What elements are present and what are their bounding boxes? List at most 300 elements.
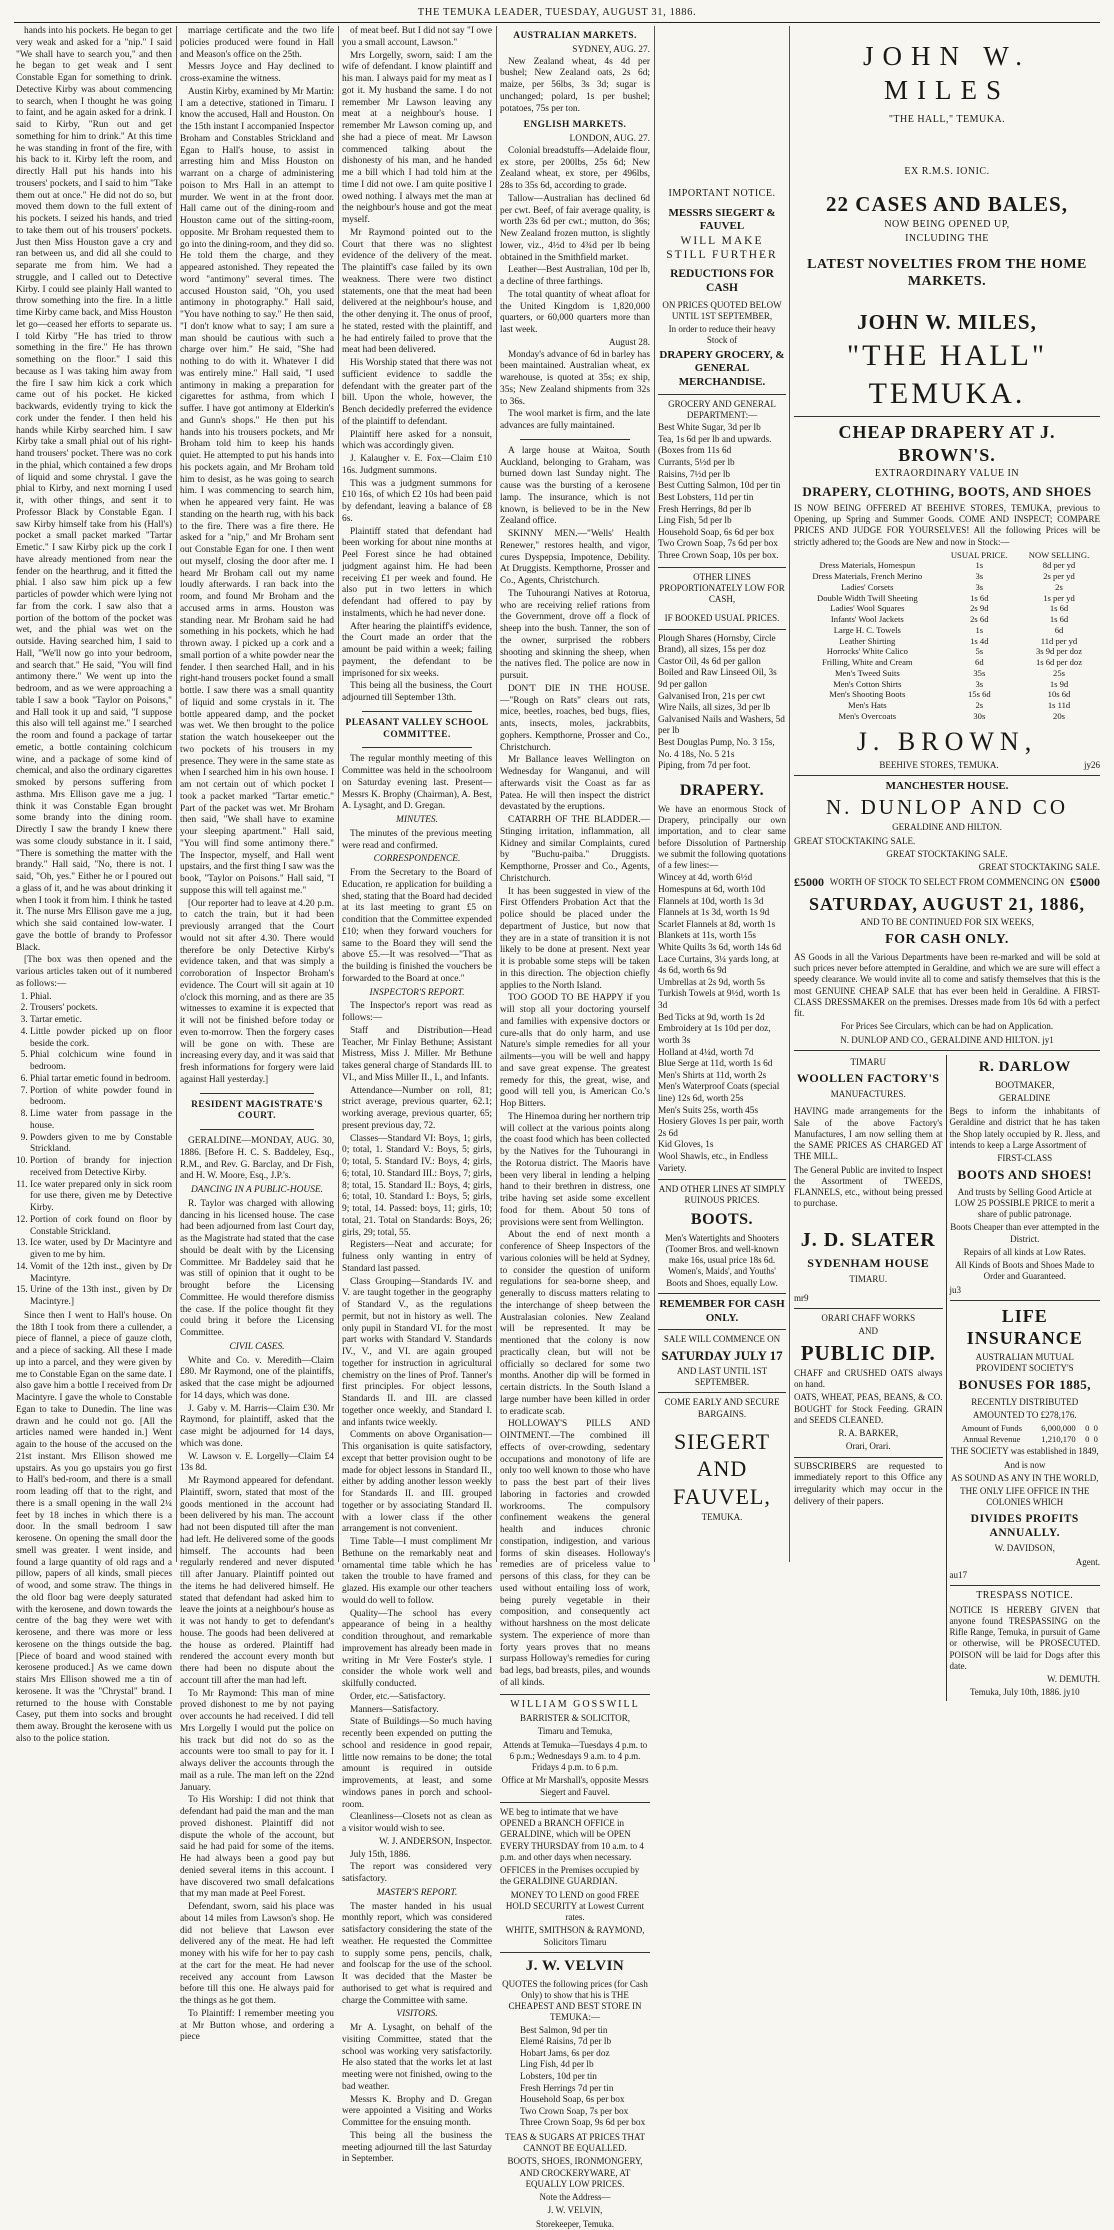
list-item: Best Douglas Pump, No. 3 15s, No. 4 18s, No. 5 21s bbox=[658, 738, 775, 760]
section-heading: PLEASANT VALLEY SCHOOL COMMITTEE. bbox=[345, 717, 489, 740]
two-column-ads bbox=[794, 1055, 1100, 1701]
velvin-ad bbox=[500, 1957, 650, 2230]
column-rule bbox=[496, 26, 497, 1562]
ad-line: Storekeeper, Temuka. bbox=[535, 2218, 615, 2229]
paragraph: The master handed in his usual monthly report, which was considered satisfactory considering the state of the weather. He requested the Committee to supply some pens, pencils, chalk, and foolscap for the use of the school. It was decided that the Master be authorised to get what is required and charge the Committee with same. bbox=[342, 1901, 492, 2006]
list-item: Ling Fish, 4d per lb bbox=[520, 2060, 594, 2071]
ad-line: AND bbox=[858, 1326, 878, 1337]
list-item: White Quilts 3s 6d, worth 14s 6d bbox=[658, 943, 782, 954]
paragraph: The Tuhourangi Natives at Rotorua, who are receiving relief rations from the Government, drove off a flock of sheep into the bush. Tanner, the son of the owner, surprised the robbers shooting and skinning the sheep, when the natives fled. The police are now in pursuit. bbox=[500, 588, 650, 681]
table-cell: 2s 9d bbox=[970, 603, 989, 614]
table-cell: 8d per yd bbox=[1042, 560, 1076, 571]
divider bbox=[658, 1392, 786, 1393]
ad-line: Men's Watertights and Shooters (Toomer Bros. and well-known make 16s, usual price 18s 6d. Women's, Maids', and Youths' Boots and Shoes, equally Low. bbox=[665, 1232, 779, 1288]
table-header-cell: NOW SELLING. bbox=[1028, 549, 1090, 560]
ad-line: WILL MAKE STILL FURTHER bbox=[666, 235, 778, 262]
ad-line: Office at Mr Marshall's, opposite Messrs Siegert and Fauvel. bbox=[501, 1775, 649, 1797]
table-row bbox=[794, 668, 1100, 679]
list-item: Holland at 4¼d, worth 7d bbox=[658, 1047, 754, 1058]
paragraph: Class Grouping—Standards IV. and V. are taught together in the geography of Standard V., as the regulations permit, but not in history as well. The only pupil in Standard VI. for the most part works with Standard V. Standards IV., V., and VI. are again grouped together for instruction in agricultural chemistry on the lines of Prof. Tanner's first principles. For object lessons, Standards II. and III. are classed together once weekly, and Standard I. and infants twice weekly. bbox=[342, 1276, 492, 1428]
list-item: Three Crown Soap, 9s 6d per box bbox=[520, 2118, 646, 2129]
paragraph: State of Buildings—So much having recently been expended on putting the school and residence in good repair, little now remains to be done; the total amount is required in outside improvements, at least, and some windows panes in porch and school-room. bbox=[342, 1717, 492, 1810]
table-cell: Large H. C. Towels bbox=[833, 624, 901, 635]
brown-ad bbox=[794, 421, 1100, 771]
table-header-cell bbox=[794, 550, 941, 561]
table-cell: 15s 6d bbox=[967, 689, 991, 700]
paragraph: Comments on above Organisation—This organisation is quite satisfactory, except that better provision ought to be made for object lessons in Standard II., either by adding another lesson weekly for Standards II. and III. grouped together or by associating Standard II. with a lower class if the other arrangement is not convenient. bbox=[342, 1430, 492, 1535]
ad-line: QUOTES the following prices (for Cash Only) to show that his is THE CHEAPEST AND BEST STORE IN TEMUKA:— bbox=[502, 1978, 648, 2023]
list-item: Galvanised Nails and Washers, 5d per lb bbox=[658, 714, 785, 737]
ad-line: SALE WILL COMMENCE ON bbox=[663, 1334, 781, 1345]
table-cell: Men's Cotton Shirts bbox=[833, 678, 902, 689]
ad-amount: £5000 bbox=[794, 875, 824, 890]
paragraph: W. Lawson v. E. Lorgelly—Claim £4 13s 8d. bbox=[180, 1451, 334, 1474]
ad-line: OTHER LINES PROPORTIONATELY LOW FOR CASH, bbox=[659, 571, 785, 605]
ad-line-text: WORTH OF STOCK TO SELECT FROM COMMENCING ON bbox=[829, 877, 1065, 888]
ad-line: AS SOUND AS ANY IN THE WORLD, bbox=[950, 1472, 1099, 1483]
ad-heading: REMEMBER FOR CASH ONLY. bbox=[659, 1297, 785, 1324]
paragraph: After hearing the plaintiff's evidence, the Court made an order that the amount be paid within a week; failing payment, the defendant to be imprisoned for six weeks. bbox=[342, 621, 492, 679]
ad-heading: J. D. SLATER bbox=[800, 1228, 936, 1251]
paragraph: GERALDINE—MONDAY, AUG. 30, 1886. [Before H. C. S. Baddeley, Esq., R.M., and Rev. G. Barclay, and Dr Fish, and H. W. Moore, Esq., J.P.'s. bbox=[180, 1136, 334, 1182]
ad-line: IF BOOKED USUAL PRICES. bbox=[664, 613, 780, 624]
ad-line: GREAT STOCKTAKING SALE. bbox=[794, 835, 916, 846]
ad-ref: jy10 bbox=[1063, 1687, 1080, 1698]
column-4 bbox=[500, 26, 650, 2229]
ad-line: We have an enormous Stock of Drapery, principally our own importation, and to clear same before Dissolution of Partnership we submit the following quotations of a few lines:— bbox=[658, 803, 786, 871]
paragraph: Plaintiff stated that defendant had been working for about nine months at Peel Forest since he had obtained judgment against him. He had been receiving £1 per week and found. He also put in two letters in which defendant had offered to pay by instalments, which he had never done. bbox=[342, 526, 492, 619]
paragraph: W. J. ANDERSON, Inspector. bbox=[379, 1836, 492, 1847]
table-cell: 5s bbox=[975, 646, 984, 657]
divider bbox=[658, 1293, 786, 1294]
ad-heading: 22 CASES AND BALES, bbox=[826, 191, 1068, 216]
divider bbox=[658, 567, 786, 568]
ad-line: Attends at Temuka—Tuesdays 4 p.m. to 6 p.m.; Wednesdays 9 a.m. to 4 p.m. Fridays 4 p.m. to 6 p.m. bbox=[502, 1739, 648, 1772]
funds-table bbox=[950, 1423, 1100, 1444]
list-item: Household Soap, 6s 6d per box bbox=[658, 527, 775, 538]
list-item: Wool Shawls, etc., in Endless Variety. bbox=[658, 1152, 769, 1174]
table-cell: 1s per yd bbox=[1043, 592, 1075, 603]
divider bbox=[950, 1585, 1100, 1586]
table-header-cell: USUAL PRICE. bbox=[950, 549, 1008, 560]
divider bbox=[658, 394, 786, 395]
paragraph: Mr Raymond appeared for defendant. Plaintiff, sworn, stated that most of the goods mentioned in the account had been delivered by his man. The account had not been disputed till after the man had left. He delivered some of the goods himself. The accounts had been regularly rendered and never disputed till after January. Plaintiff pointed out the items he had delivered himself. He stated that defendant had asked him to leave the joints at a neighbour's house as it was not handy to get to defendant's house. The goods had been delivered at the house as ordered. Plaintiff had rendered the account every month but there had been no dispute about the account till after the man had left. bbox=[180, 1476, 334, 1686]
ad-line: AND OTHER LINES AT SIMPLY RUINOUS PRICES. bbox=[658, 1184, 786, 1206]
ad-line: AS Goods in all the Various Departments have been re-marked and will be sold at such prices never before attempted in Geraldine, and which we are sure will effect a speedy clearance. We would invite all to come and satisfy themselves that this is the most GENUINE CHEAP SALE that has ever been held in Geraldine. A FIRST-CLASS DRESSMAKER on the premises. Dresses made from 10s 6d with a perfect fit. bbox=[794, 951, 1100, 1018]
ad-line: And trusts by Selling Good Article at LOW 25 POSSIBLE PRICE to merit a share of public patronage. bbox=[954, 1186, 1095, 1219]
paragraph: SKINNY MEN.—"Wells' Health Renewer," restores health, and vigor, cures Dyspepsia, Impotence, Debility. At Druggists. Kempthorne, Prosser and Co., Agents, Christchurch. bbox=[500, 529, 650, 586]
table-header bbox=[794, 550, 1100, 561]
table-row bbox=[794, 679, 1100, 690]
paragraph: HOLLOWAY'S PILLS AND OINTMENT.—The combined ill effects of over-crowding, sedentary occupations and monotony of life are only too well known to those who have to pass the best part of their lives laboring in factories and crowded workrooms. The compulsory confinement weakens the general health and induces chronic constipation, indigestion, and various forms of skin diseases. Holloway's remedies are of priceless value to persons of this class, for they can be used without entailing loss of work, being purely vegetable in their composition, and consequently act without harshness on the most delicate system. The experience of more than forty years proves that no means surpass Holloway's remedies for curing bad legs, bad breasts, piles, and wounds of all kinds. bbox=[500, 1419, 650, 1688]
ad-line: WE beg to intimate that we have OPENED a BRANCH OFFICE in GERALDINE, which will be OPEN EVERY THURSDAY from 10 a.m. to 4 p.m. and other days when necessary. bbox=[500, 1806, 644, 1862]
paragraph: Manners—Satisfactory. bbox=[350, 1704, 439, 1715]
column-rule bbox=[654, 26, 655, 1562]
ad-subcolumn-left bbox=[794, 1055, 947, 1701]
table-cell: 1s 6d bbox=[1049, 614, 1069, 625]
subheading: CORRESPONDENCE. bbox=[373, 854, 461, 865]
table-cell: Men's Hats bbox=[848, 700, 887, 711]
paragraph: Order, etc.—Satisfactory. bbox=[350, 1691, 446, 1702]
table-cell: 1s 11d bbox=[1047, 700, 1071, 711]
divider bbox=[520, 439, 630, 440]
subheading: MINUTES. bbox=[396, 815, 438, 825]
price-list bbox=[658, 873, 786, 1175]
ad-amount: £5000 bbox=[1070, 875, 1100, 890]
table-cell: 1,210,170 bbox=[1041, 1433, 1076, 1444]
divider bbox=[794, 775, 1100, 776]
paragraph: The total quantity of wheat afloat for the United Kingdom is 1,820,000 quarters, or 60,000 quarters more than last week. bbox=[500, 289, 650, 335]
table-row bbox=[794, 711, 1100, 722]
divider bbox=[658, 1329, 786, 1330]
paragraph: Since then I went to Hall's house. On the 18th I took from there a cullender, a piece of flannel, a piece of gauze cloth, and a piece of sacking. All these I made up into a parcel, and they were given by me to Constable Egan on the same date. I also gave him a bottle I received from Dr Macintyre. I gave the whole to Constable Egan to take to Dunedin. The line was drawn and he could not go. [All the articles named were handed in.] Went again to the house of the accused on the 21st instant. Mrs Ellison showed me upstairs. As you go upstairs you go first to Hall's bed-room, and there is a small room leading off that to the right, and there is a small opening in the wall 2¼ feet by 18 inches in which there is a door. In the small bedroom I saw kerosene. On opening the small door the smell was greater. I went inside, and found a large quantity of old rags and a pillow, papers of all kinds, small pieces of wood, and some straw. The things in the old floor bag were deeply saturated with the kerosene, and down towards the centre of the bag they were wet with kerosene, and there was more or less kerosene on the things outside the bag. [Piece of board and wood stained with kerosene produced.] As we came down stairs Mrs Ellison showed me a tin of kerosene. It was the "Chrystal" brand. I returned to the house with Constable Casey, put them into socks and brought them away. Brought the kerosene with us also to the police station. bbox=[16, 1310, 172, 1744]
divider bbox=[794, 416, 1100, 417]
branch-office-ad bbox=[500, 1807, 650, 1948]
price-table bbox=[794, 550, 1100, 722]
list-item: 11. Ice water prepared only in sick room for use there, given me by Detective Kirby. bbox=[30, 1180, 172, 1215]
list-item: Lobsters, 10d per tin bbox=[520, 2071, 597, 2082]
list-item: Bed Ticks at 9d, worth 1s 2d bbox=[658, 1012, 765, 1023]
woollen-ad bbox=[794, 1057, 943, 1304]
ad-line: GERALDINE bbox=[999, 1092, 1051, 1103]
ad-heading: SATURDAY JULY 17 bbox=[661, 1347, 783, 1363]
column-5 bbox=[658, 26, 786, 1562]
table-row bbox=[794, 603, 1100, 614]
table-cell: Men's Tweed Suits bbox=[834, 667, 900, 678]
section-heading: ENGLISH MARKETS. bbox=[523, 120, 627, 131]
table-row bbox=[794, 646, 1100, 657]
paragraph: DON'T DIE IN THE HOUSE.—"Rough on Rats" clears out rats, mice, beetles, roaches, bed bugs, flies, ants, insects, moles, jackrabbits, gophers. Kempthorne, Prosser and Co., Christchurch. bbox=[500, 683, 650, 753]
ad-heading: JOHN W. MILES, bbox=[857, 309, 1037, 334]
paragraph: J. Kalaugher v. E. Fox—Claim £10 16s. Judgment summons. bbox=[342, 454, 492, 476]
list-item: 9. Powders given to me by Constable Strickland. bbox=[30, 1133, 172, 1157]
table-row bbox=[950, 1423, 1100, 1434]
table-cell: Amount of Funds bbox=[961, 1423, 1023, 1433]
list-item: Wire Nails, all sizes, 3d per lb bbox=[658, 703, 771, 714]
ad-heading: LATEST NOVELTIES FROM THE HOME MARKETS. bbox=[807, 256, 1087, 290]
ad-line: "THE HALL," TEMUKA. bbox=[888, 113, 1006, 125]
table-cell: 0 bbox=[1093, 1433, 1098, 1444]
column-rule bbox=[789, 26, 790, 1562]
ad-line: COME EARLY AND SECURE BARGAINS. bbox=[664, 1397, 780, 1419]
list-item: 15. Urine of the 13th inst., given by Dr Macintyre.] bbox=[30, 1285, 172, 1309]
paragraph: Colonial breadstuffs—Adelaide flour, ex store, per 200lbs, 25s 6d; New Zealand wheat, ex store, per 496lbs, 28s to 35s 6d, according to grade. bbox=[500, 145, 650, 191]
ad-heading: MESSRS SIEGERT & FAUVEL bbox=[668, 206, 776, 233]
darlow-ad bbox=[950, 1058, 1100, 1296]
ad-heading: BONUSES FOR 1885, bbox=[958, 1377, 1091, 1393]
list-item: Best Cutting Salmon, 10d per tin bbox=[658, 481, 781, 492]
subheading: DANCING IN A PUBLIC-HOUSE. bbox=[191, 1185, 323, 1195]
list-item: Men's Waterproof Coats (special line) 12s 6d, worth 25s bbox=[658, 1082, 780, 1104]
divider bbox=[500, 1694, 650, 1695]
paragraph: To Plaintiff: I remember meeting you at Mr Button whose, and ordering a piece bbox=[180, 2008, 334, 2043]
paragraph: Staff and Distribution—Head Teacher, Mr Finlay Bethune; Assistant Mistress, Miss J. Miller. Mr Bethune takes general charge of Standards III. to VI., and Miss Miller II., I., and Infants. bbox=[342, 1025, 492, 1083]
table-cell: 2s bbox=[1055, 581, 1063, 592]
dunlop-ad bbox=[794, 780, 1100, 1046]
ad-line: All Kinds of Boots and Shoes Made to Order and Guaranteed. bbox=[955, 1260, 1095, 1282]
ad-date: Temuka, July 10th, 1886. bbox=[969, 1687, 1062, 1698]
subheading: CIVIL CASES. bbox=[229, 1341, 285, 1352]
paragraph: R. Taylor was charged with allowing dancing in his licensed house. The case had been adjourned from last Court day, as the Magistrate had stated that the case should be dealt with by the Licensing Committee. Mr Baddeley said that he was still of opinion that it ought to be brought before the Licensing Committee. He would therefore dismiss the case. If the police thought fit they could bring it before the Licensing Committee. bbox=[180, 1198, 334, 1338]
ad-ref: ju3 bbox=[949, 1284, 962, 1295]
table-cell: 2s 6d bbox=[970, 614, 989, 625]
table-cell: 6d bbox=[1054, 624, 1064, 635]
ad-line: MONEY TO LEND on good FREE HOLD SECURITY at Lowest Current rates. bbox=[505, 1889, 645, 1922]
list-item: 5. Phial colchicum wine found in bedroom. bbox=[30, 1050, 172, 1074]
ad-line: Begs to inform the inhabitants of Geraldine and district that he has taken the Shop lately occupied by R. Jless, and intends to keep a Large Assortment of bbox=[949, 1106, 1100, 1150]
table-cell: 0 bbox=[1093, 1423, 1098, 1433]
ad-line: GERALDINE AND HILTON. bbox=[892, 822, 1002, 833]
ad-line: GREAT STOCKTAKING SALE. bbox=[978, 862, 1100, 872]
table-cell: 0 bbox=[1085, 1423, 1090, 1433]
table-cell: Ladies' Corsets bbox=[841, 581, 894, 592]
list-item: Umbrellas at 2s 9d, worth 5s bbox=[658, 977, 765, 988]
ad-sign: N. DUNLOP AND CO., GERALDINE AND HILTON. bbox=[840, 1034, 1040, 1045]
paragraph: July 15th, 1886. bbox=[350, 1849, 411, 1860]
ad-heading: N. DUNLOP AND CO bbox=[825, 795, 1069, 819]
ad-line: TEMUKA. bbox=[701, 1512, 743, 1523]
ad-heading: PUBLIC DIP. bbox=[800, 1340, 936, 1365]
ad-line: BOOTMAKER, bbox=[995, 1079, 1055, 1090]
paragraph: Messrs Joyce and Hay declined to cross-examine the witness. bbox=[180, 62, 334, 84]
ad-line: INCLUDING THE bbox=[905, 233, 989, 245]
list-item: 8. Lime water from passage in the house. bbox=[30, 1109, 172, 1133]
paragraph: Registers—Neat and accurate; for fulness only wanting in entry of Standard last passed. bbox=[342, 1240, 492, 1274]
ad-line: IMPORTANT NOTICE. bbox=[668, 188, 776, 199]
ad-line: Agent. bbox=[1075, 1556, 1100, 1567]
section-heading: RESIDENT MAGISTRATE'S COURT. bbox=[191, 1099, 323, 1122]
exhibit-list bbox=[30, 992, 172, 1309]
list-item: Castor Oil, 4s 6d per gallon bbox=[658, 656, 761, 667]
paragraph: J. Gaby v. M. Harris—Claim £30. Mr Raymond, for plaintiff, asked that the case might be adjourned for 14 days, which was done. bbox=[180, 1403, 334, 1449]
ad-line bbox=[794, 875, 1100, 890]
list-item: 4. Little powder picked up on floor beside the cork. bbox=[30, 1027, 172, 1051]
table-cell: 1s bbox=[975, 560, 984, 571]
table-cell: 30s bbox=[973, 710, 986, 721]
list-item: 10. Portion of brandy for injection received from Detective Kirby. bbox=[30, 1156, 172, 1180]
ad-ref: jy26 bbox=[1083, 760, 1100, 770]
ad-ref: au17 bbox=[949, 1569, 968, 1580]
ad-line: AND LAST UNTIL 1ST SEPTEMBER. bbox=[676, 1365, 768, 1388]
ad-line: BARRISTER & SOLICITOR, bbox=[519, 1713, 631, 1723]
list-item: 1. Phial. bbox=[30, 992, 172, 1004]
ad-heading: DRAPERY GROCERY, & GENERAL MERCHANDISE. bbox=[659, 348, 785, 388]
list-item: Currants, 5½d per lb bbox=[658, 458, 735, 469]
paragraph: Mr Raymond pointed out to the Court that there was no slightest evidence of the delivery of the meat. The plaintiff's case failed by its own weakness. There were two distinct statements, one that the meat had been delivered at the neighbour's house, and the other denying it. The onus of proof, he stated, rested with the plaintiff, and he had entirely failed to prove that the meat had been delivered. bbox=[342, 227, 492, 356]
paragraph: Austin Kirby, examined by Mr Martin: I am a detective, stationed in Timaru. I know the accused, Hall and Houston. On the 15th instant I accompanied Inspector Broham and Constables Strickland and Egan to Hall's house, to assist in arresting him and Miss Houston on warrant on a charge of administering poison to Mrs Hall in an attempt to murder. We went in at the front door. Hall came out of the dining-room and Houston came out of the sitting-room, opposite. Mr Broham requested them to go into the dining-room, and they did so. He told them the charge, and they appeared astonished. They repeated the word "antimony" several times. The accused Houston said, "Oh, you used antimony in photography." Hall said, "You have nothing to say." He then said, "I don't know what to say; I am sure a man should be cautious with such a charge over him." He said, "She had nothing to do with it. Whatever I did was entirely mine." Hall said, "I used antimony in making a preparation for cigarettes for asthma, from which I suffer. I have got antimony at Elderkin's and Gunn's shops." He then put his hands into his trousers pockets, and Mr Broham told him to keep his hands quiet. He attempted to put his hands into his pockets again, and Mr Broham told him to desist, as he was going to search him. I was commencing to search him, when he appeared very faint. He was standing on the hearth rug, with his back to the fire. There was a fire there. He asked for a "nip," and Mr Broham sent out Constable Egan for one. I then went out myself, closing the door after me. I heard Mr Broham call out my name loudly afterwards. I ran back into the room, and found Mr Broham and the accused arms in arms. Houston was standing near. Mr Broham said he had something in his pockets, which he had thrown away. I picked up a cork and a small portion of a white powder near the fender. I then searched Hall, and in his right-hand trousers pocket found a small bottle. I saw there was a small quantity of liquid and some crystals in it. The bottle appeared damp, and the pocket was wet. We then brought to the police station the watch housekeeper out the two pockets of his trousers in my presence. They were in the same state as when I searched him in his own house. I am not certain out of which pocket I took a packet marked "Tartar emetic." Part of the packet was wet. Mr Broham then said, "We shall have to examine your sleeping apartment." Hall said, "You will find some antimony there." The Inspector, myself, and Hall went upstairs, and the first thing I saw was the book, "Taylor on Poisons." Hall said, "I suppose this will tell against me." bbox=[180, 86, 334, 896]
table-row bbox=[950, 1434, 1100, 1445]
paragraph: Attendance—Number on roll, 81; strict average, previous quarter, 62.1; working average, previous quarter, 65; present previous day, 72. bbox=[342, 1085, 492, 1131]
ad-line: GROCERY AND GENERAL DEPARTMENT:— bbox=[668, 398, 776, 420]
paragraph: A large house at Waitoa, South Auckland, belonging to Graham, was burned down last Sunday night. The cause was the bursting of a kerosene lamp. The insurance, which is not known, is believed to be in the New Zealand office. bbox=[500, 445, 650, 527]
list-item: 6. Phial tartar emetic found in bedroom. bbox=[30, 1074, 172, 1086]
paragraph: About the end of next month a conference of Sheep Inspectors of the various colonies will be held at Sydney, to consider the question of uniform regulations for sea-borne sheep, and generally to discuss matters relating to the interchange of sheep between the Australasian colonies. New Zealand will be represented. It may be mentioned that the colony is now practically clean, but will not be officially so declared for some two months. Another dip will be formed in certain districts. In the South Island a large number have been killed in order to eradicate scab. bbox=[500, 1230, 650, 1417]
ad-line: The General Public are invited to Inspect the Assortment of TWEEDS, FLANNELS, etc., without being pressed to purchase. bbox=[794, 1164, 943, 1209]
list-item: Turkish Towels at 9½d, worth 1s 3d bbox=[658, 989, 781, 1012]
paragraph: Tallow—Australian has declined 6d per cwt. Beef, of fair average quality, is worth 23s 6d per cwt.; mutton, do 36s; New Zealand frozen mutton, is slightly lower, viz., 4½d to 4¾d per lb being obtained in the Smithfield market. bbox=[500, 193, 650, 263]
paragraph: [Our reporter had to leave at 4.20 p.m. to catch the train, but it had been previously arranged that the Court would not sit after 4.30. There would therefore be only Detective Kirby's evidence taken, and that was simply a corroboration of Inspector Broham's evidence. The Court will sit again at 10 o'clock this morning, and as there are 35 witnesses to examine it is expected that it will not be finished before today or even to-morrow. Then the forgery cases will be gone on with. These are increasing every day, and it was said that fresh informations for forgery were laid against Hall yesterday.] bbox=[180, 898, 334, 1085]
table-cell: 1s 6d bbox=[970, 592, 989, 603]
divider bbox=[794, 1050, 1100, 1051]
paragraph: From the Secretary to the Board of Education, re application for building a shed, stating that the Board had decided at its last meeting to grant £5 on condition that the Committee expended £10; when they forward vouchers for same to the Board they will send the above £5.—It was resolved—"That as the building is finished the vouchers be forwarded to the Board at once." bbox=[342, 868, 492, 984]
orari-ad bbox=[794, 1313, 943, 1453]
ad-heading: SIEGERT AND bbox=[673, 1428, 771, 1482]
list-item: Flannels at 10d, worth 1s 3d bbox=[658, 896, 764, 907]
table-cell: Double Width Twill Sheeting bbox=[816, 592, 918, 603]
list-item: Two Crown Soap, 7s 6d per box bbox=[658, 539, 778, 550]
divider bbox=[200, 1093, 314, 1094]
list-item: 7. Portion of white powder found in bedroom. bbox=[30, 1086, 172, 1110]
ad-line: TIMARU. bbox=[849, 1273, 888, 1284]
paragraph: To His Worship: I did not think that defendant had paid the man and the man proved dishonest. Plaintiff did not dispute the whole of the account, but said he had paid for some of the items. He had always been a good pay but denied several items in this account. I have discovered two small defalcations that my man made at Peel Forest. bbox=[180, 1795, 334, 1900]
ad-line: AND TO BE CONTINUED FOR SIX WEEKS, bbox=[860, 917, 1034, 927]
price-list bbox=[658, 634, 786, 773]
solicitor-ad bbox=[500, 1699, 650, 1798]
ad-heading: SYDENHAM HOUSE bbox=[807, 1255, 930, 1270]
table-cell: 6d bbox=[975, 657, 984, 668]
table-cell: 3s bbox=[975, 581, 984, 592]
list-item: Tea, 1s 6d per lb and upwards. (Boxes from 11s 6d bbox=[658, 434, 772, 457]
list-item: 3. Tartar emetic. bbox=[30, 1015, 172, 1027]
ad-line-text: BEEHIVE STORES, TEMUKA. bbox=[879, 760, 999, 770]
ad-line: RECENTLY DISTRIBUTED bbox=[971, 1396, 1079, 1407]
table-cell: Dress Materials, Homespun bbox=[819, 560, 916, 571]
table-row bbox=[794, 582, 1100, 593]
ad-line bbox=[794, 760, 1100, 771]
ad-heading: WILLIAM GOSSWILL bbox=[510, 1698, 640, 1710]
paragraph: Plaintiff here asked for a nonsuit, which was accordingly given. bbox=[342, 429, 492, 452]
ad-line: HAVING made arrangements for the Sale of the above Factory's Manufactures, I am now selling them at the SAME PRICES AS CHARGED AT THE MILL. bbox=[794, 1106, 943, 1162]
paragraph: This being all the business the meeting adjourned till the last Saturday in September. bbox=[342, 2130, 492, 2165]
paragraph: His Worship stated that there was not sufficient evidence to saddle the defendant with the greater part of the bill. Upon the whole, however, the Bench decidedly preferred the evidence of the plaintiff to defendant. bbox=[342, 358, 492, 427]
paragraph: Mrs Lorgelly, sworn, said: I am the wife of defendant. I know plaintiff and his man. I always paid for my meat as I got it. My husband the same. I do not remember Mr Lawson leaving any meat at a neighbour's house. I remember Mr Lawson coming up, and she had a piece of meat. Mr Lawson commenced talking about the dishonesty of his man, and he handed me a bill which I had told him at the time I did not owe. I am quite positive I owed nothing. I always met the man at the neighbour's house and got the meat myself. bbox=[342, 50, 492, 225]
ad-line: ORARI CHAFF WORKS bbox=[821, 1313, 916, 1323]
dateline: August 28. bbox=[608, 337, 650, 348]
table-cell: 1s 6d per doz bbox=[1035, 657, 1083, 668]
table-cell: 1s 6d bbox=[1049, 603, 1069, 614]
ad-line: EXTRAORDINARY VALUE IN bbox=[874, 468, 1020, 479]
paragraph: The Hinemoa during her northern trip will collect at the various points along the coast food which has been collected by the Natives for the Tuhourangi in the Rotorua district. The Maoris have been very liberal in lending a helping hand to their brethren in distress, one tribe having set aside some excellent food for them. About 50 tons of provisions were sent from Wellington. bbox=[500, 1111, 650, 1228]
table-cell: Men's Shooting Boots bbox=[829, 689, 906, 700]
divider bbox=[950, 1300, 1100, 1301]
paragraph: Monday's advance of 6d in barley has been maintained. Australian wheat, ex warehouse, is quoted at 35s; ex ship, 35s; New Zealand shipments from 32s to 36s. bbox=[500, 349, 650, 407]
list-item: Elemé Raisins, 7d per lb bbox=[520, 2037, 612, 2048]
ad-heading: FAUVEL, bbox=[673, 1483, 771, 1509]
ad-line: NOTICE IS HEREBY GIVEN that anyone found TRESPASSING on the Rifle Range, Temuka, in pursuit of Game or otherwise, will be PROSECUTED. POISON will be laid for Dogs after this date. bbox=[949, 1604, 1100, 1671]
paragraph: Messrs K. Brophy and D. Gregan were appointed a Visiting and Works Committee for the ensuing month. bbox=[342, 2094, 492, 2128]
table-row bbox=[794, 571, 1100, 582]
subheading: MASTER'S REPORT. bbox=[376, 1887, 458, 1898]
table-cell: Frilling, White and Cream bbox=[822, 657, 913, 668]
list-item: 2. Trousers' pockets. bbox=[30, 1003, 172, 1015]
ad-sign: W. DAVIDSON, bbox=[994, 1543, 1055, 1554]
list-item: Piping, from 7d per foot. bbox=[658, 761, 751, 772]
paragraph: The wool market is firm, and the late advances are fully maintained. bbox=[500, 409, 650, 431]
ad-line: MANUFACTURES. bbox=[830, 1089, 906, 1099]
price-list bbox=[658, 423, 786, 562]
table-cell: 1s bbox=[975, 624, 984, 635]
ad-subcolumn-right bbox=[947, 1055, 1100, 1701]
list-item: Ling Fish, 5d per lb bbox=[658, 516, 732, 527]
table-cell: 35s bbox=[973, 667, 986, 678]
paragraph: Leather—Best Australian, 10d per lb, a decline of three farthings. bbox=[500, 265, 650, 287]
ad-line: GREAT STOCKTAKING SALE. bbox=[886, 848, 1008, 859]
paragraph: [The box was then opened and the various articles taken out of it numbered as follows:— bbox=[16, 955, 172, 989]
column-3 bbox=[342, 26, 492, 2165]
list-item: Men's Shirts at 11d, worth 2s bbox=[658, 1070, 767, 1081]
table-row bbox=[794, 614, 1100, 625]
paragraph: Cleanliness—Closets not as clean as a visitor would wish to see. bbox=[342, 1812, 492, 1834]
ad-line: EX R.M.S. IONIC. bbox=[904, 166, 990, 177]
list-item: Two Crown Soap, 7s per box bbox=[520, 2106, 629, 2117]
list-item: Boiled and Raw Linseed Oil, 3s 9d per gallon bbox=[658, 668, 777, 690]
price-list bbox=[500, 2026, 650, 2130]
table-cell: 0 bbox=[1085, 1433, 1090, 1444]
ad-heading: WOOLLEN FACTORY'S bbox=[796, 1071, 940, 1085]
table-cell: 2s bbox=[975, 700, 984, 711]
paragraph: It has been suggested in view of the First Offenders Probation Act that the police should be placed under the department of Justice, but now that they are in a state of transition it is not likely to be done at present. Next year it is probable some steps will be taken in this direction. The objection chiefly applies to the North Island. bbox=[500, 886, 650, 991]
ad-line: IS NOW BEING OFFERED AT BEEHIVE STORES, TEMUKA, previous to Opening, up Spring and Summer Goods. COME AND INSPECT; COMPARE PRICES AND JUDGE FOR YOURSELVES! All the following Prices will be strictly adhered to; the Goods are New and now in Stock:— bbox=[794, 502, 1100, 547]
ad-line: OFFICES in the Premises occupied by the GERALDINE GUARDIAN. bbox=[500, 1865, 640, 1887]
list-item: Three Crown Soap, 10s per box. bbox=[658, 550, 779, 561]
subheading: VISITORS. bbox=[396, 2009, 438, 2020]
column-6 bbox=[794, 26, 1100, 1698]
ad-heading: DRAPERY, CLOTHING, BOOTS, AND SHOES bbox=[802, 483, 1092, 499]
subscribers-notice: SUBSCRIBERS are requested to immediately report to this Office any irregularity which may occur in the delivery of their papers. bbox=[794, 1461, 943, 1507]
subheading: INSPECTOR'S REPORT. bbox=[369, 987, 465, 998]
paragraph: Time Table—I must compliment Mr Bethune on the remarkably neat and ornamental time table which he has taken the trouble to have framed and glazed. His example our other teachers would do well to follow. bbox=[342, 1537, 492, 1606]
list-item: Best Lobsters, 11d per tin bbox=[658, 492, 754, 503]
list-item: 12. Portion of cork found on floor by Constable Strickland. bbox=[30, 1215, 172, 1239]
trespass-ad bbox=[950, 1590, 1100, 1699]
divider bbox=[500, 1952, 650, 1953]
column-2 bbox=[180, 26, 334, 2043]
table-cell: Leather Shirting bbox=[839, 635, 896, 646]
blank-space bbox=[658, 26, 786, 186]
section-heading: AUSTRALIAN MARKETS. bbox=[513, 31, 637, 41]
table-cell: Annual Revenue bbox=[962, 1433, 1021, 1444]
table-cell: 20s bbox=[1053, 710, 1065, 721]
column-rule bbox=[338, 26, 339, 1562]
ad-heading: FOR CASH ONLY. bbox=[885, 932, 1009, 948]
ad-line: Note the Address— bbox=[539, 2192, 611, 2203]
table-cell: 2s per yd bbox=[1043, 571, 1075, 582]
ad-heading: CHEAP DRAPERY AT J. BROWN'S. bbox=[838, 422, 1056, 465]
table-row bbox=[794, 636, 1100, 647]
ad-line bbox=[950, 1687, 1100, 1698]
ad-heading: DIVIDES PROFITS ANNUALLY. bbox=[970, 1512, 1079, 1540]
table-cell: Dress Materials, French Merino bbox=[812, 571, 923, 582]
divider bbox=[658, 1179, 786, 1180]
ad-sign: J. W. VELVIN, bbox=[547, 2205, 603, 2216]
ad-heading: SATURDAY, AUGUST 21, 1886, bbox=[808, 893, 1086, 914]
ad-line: For Prices See Circulars, which can be had on Application. bbox=[840, 1021, 1054, 1032]
table-cell: 1s 4d bbox=[970, 635, 989, 646]
ad-heading: BOOTS AND SHOES! bbox=[957, 1167, 1092, 1183]
ad-line: AMOUNTED TO £278,176. bbox=[972, 1409, 1077, 1420]
divider bbox=[200, 1129, 314, 1130]
ad-heading: DRAPERY. bbox=[679, 781, 765, 799]
paragraph: Quality—The school has every appearance of being in a healthy condition throughout, and remarkable improvement has already been made in writing in Mr Vere Foster's style. I consider the whole work well and skilfully conducted. bbox=[342, 1608, 492, 1689]
table-cell: Infants' Wool Jackets bbox=[830, 614, 904, 625]
list-item: Homespuns at 6d, worth 10d bbox=[658, 884, 766, 895]
table-cell: 3s bbox=[975, 571, 984, 582]
ad-line: THE ONLY LIFE OFFICE IN THE COLONIES WHICH bbox=[960, 1486, 1090, 1508]
ad-heading: R. DARLOW bbox=[978, 1058, 1071, 1075]
ad-line: And is now bbox=[1004, 1459, 1046, 1470]
paragraph: White and Co. v. Meredith—Claim £80. Mr Raymond, one of the plaintiffs, asked that the case might be adjourned for 14 days, which was done. bbox=[180, 1355, 334, 1401]
paragraph: TOO GOOD TO BE HAPPY if you will stop all your doctoring yourself and families with expensive doctors or cure-alls that do only harm, and use Nature's simple remedies for all your ailments—you will be well and happy and save great expense. The greatest remedy for this, the great, wise, and good will tell you, is American Co.'s Hop Bitters. bbox=[500, 993, 650, 1109]
